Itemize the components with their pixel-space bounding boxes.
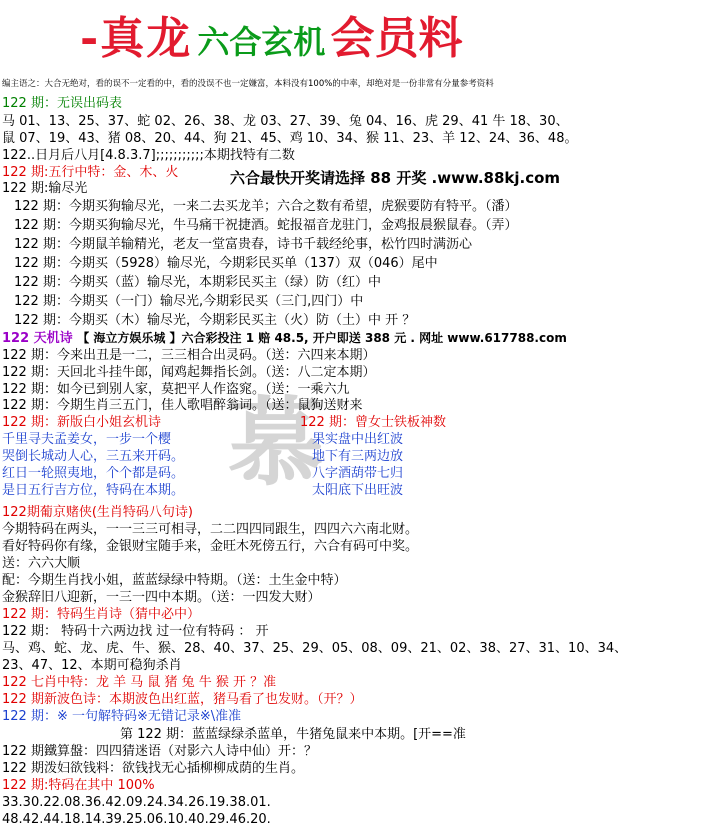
text-line: 看好特码你有缘，金银财宝随手来，金旺木死傍五行，六合有码可中奖。 [2,539,419,554]
text-line: 122 期：今期鼠羊输精光，老友一堂富贵春，诗书千载经纶事，松竹四时满沥心 [14,237,472,252]
ad-banner-617788[interactable] [2,329,567,348]
poem-line: 哭倒长城动人心，三五来开码。 [2,449,185,464]
poem-line: 千里寻夫孟姜女，一步一个樱 [2,432,172,447]
text-line: 金猴辞旧八迎新，一三一四中本期。（送：一四发大财） [2,590,321,605]
title-mid: 六合玄机 [197,23,326,61]
title-left: -真龙 [80,13,193,64]
text-line: 122 期鐵算盤：四四猜迷语（对影六人诗中仙）开：？ [2,744,317,759]
ad2-label: 122 天机诗 [2,331,73,346]
poem-line: 果实盘中出红波 [312,432,404,447]
left-title: 122 期：新版白小姐玄机诗 [2,415,161,430]
text-line: 122 期：※ 一句解特码※无错记录※\准准 [2,709,242,724]
text-line: 122 期：今期买（5928）输尽光，今期彩民买单（137）双（046）尾中 [14,256,438,271]
text-line: 马、鸡、蛇、龙、虎、牛、猴、28、40、37、25、29、05、08、09、21、02、38、27、31、10、34、 [2,641,628,656]
text-line: 122 期：如今已到别人家，莫把平人作盗窕。（送：一乘六九 [2,382,350,397]
text-line: 122 期：今期买（蓝）输尽光，本期彩民买主（绿）防（红）中 [14,275,381,290]
ad-banner-88kj[interactable]: 六合最快开奖请选择 88 开奖 .www.88kj.com [230,169,561,187]
text-line: 122 期：无误出码表 [2,96,122,111]
text-line: 鼠 07、19、43、猪 08、20、44、狗 21、45、鸡 10、34、猴 11、23、羊 12、24、36、48。 [2,131,578,146]
title-right: 会员料 [330,13,463,64]
text-line: 33.30.22.08.36.42.09.24.34.26.19.38.01. [2,795,271,810]
text-line: 122 期新波色诗：本期波色出红蓝，猪马看了也发财。（开？） [2,692,363,707]
text-line: 48.42.44.18.14.39.25.06.10.40.29.46.20. [2,812,271,827]
right-title: 122 期：曾女士铁板神数 [300,415,446,430]
poem-line: 地下有三两边放 [312,449,404,464]
text-line: 122 期：天回北斗挂牛郎，闻鸡起舞指长剑。（送：八二定本期） [2,365,376,380]
text-line: 第 122 期：蓝蓝绿绿杀蓝单，牛猪兔鼠来中本期。[开==准 [120,727,466,742]
text-line: 122 期:输尽光 [2,181,88,196]
text-line: 122期葡京赌侠(生肖特码八句诗) [2,505,193,520]
text-line: 配：今期生肖找小姐，蓝蓝绿绿中特期。（送：土生金中特） [2,573,347,588]
text-line: 23、47、12、本期可稳狗杀肖 [2,658,182,673]
text-line: 122 期：今来出丑是一二，三三相合出灵码。（送：六四来本期） [2,348,376,363]
text-line: 122 期：今期买狗输尽光，一来二去买龙羊；六合之数有希望，虎猴要防有特平。（潘） [14,199,518,214]
notice: 编主语之：大合无绝对，看的误不一定看的中，看的没误不也一定嫌富，本料没有100%的中率，却绝对是一份非常有分量参考资料 [2,79,494,89]
watermark: 慕 [228,386,324,499]
text-line: 今期特码在两头，一一三三可相寻，二二四四同跟生，四四六六南北财。 [2,522,419,537]
text-line: 122 期： 特码十六两边找 过一位有特码 ： 开 [2,624,269,639]
text-line: 122 期：今期买狗输尽光，牛马痛干祝捷酒。蛇报福音龙驻门，金鸡报晨猴鼠春。（弄） [14,218,518,233]
text-line: 122 期：今期生肖三五门，佳人歌唱醉翁词。（送：鼠狗送财来 [2,398,363,413]
text-line: 122 期：今期买（木）输尽光，今期彩民买主（火）防（土）中 开 ？ [14,313,416,328]
text-line: 马 01、13、25、37、蛇 02、26、38、龙 03、27、39、兔 04、16、虎 29、41 牛 18、30、 [2,114,569,129]
text-line: 122 期泼妇欲钱料：欲钱找无心插柳柳成荫的生肖。 [2,761,304,776]
text-line: 122..日月后八月[4.8.3.7];;;;;;;;;;;本期找特有二数 [2,148,295,163]
page-title [80,2,462,62]
text-line: 122 期:五行中特：金、木、火 [2,165,179,180]
text-line: 122 七肖中特：龙 羊 马 鼠 猪 兔 牛 猴 开 ？准 [2,675,277,690]
text-line: 送：六六大顺 [2,556,81,571]
poem-line: 是日五行吉方位，特码在本期。 [2,483,185,498]
text-line: 122 期：今期买（一门）输尽光,今期彩民买（三门,四门）中 [14,294,364,309]
text-line: 122 期：特码生肖诗（猜中必中） [2,607,200,622]
text-line: 122 期:特码在其中 100% [2,778,155,793]
ad2-text: 【 海立方娱乐城 】六合彩投注 1 赔 48.5, 开户即送 388 元 . 网址 www.617788.com [77,331,567,345]
poem-line: 太阳底下出旺波 [312,483,404,498]
poem-line: 八字酒葫带七归 [312,466,404,481]
poem-line: 红日一轮照夷地，个个都是码。 [2,466,185,481]
